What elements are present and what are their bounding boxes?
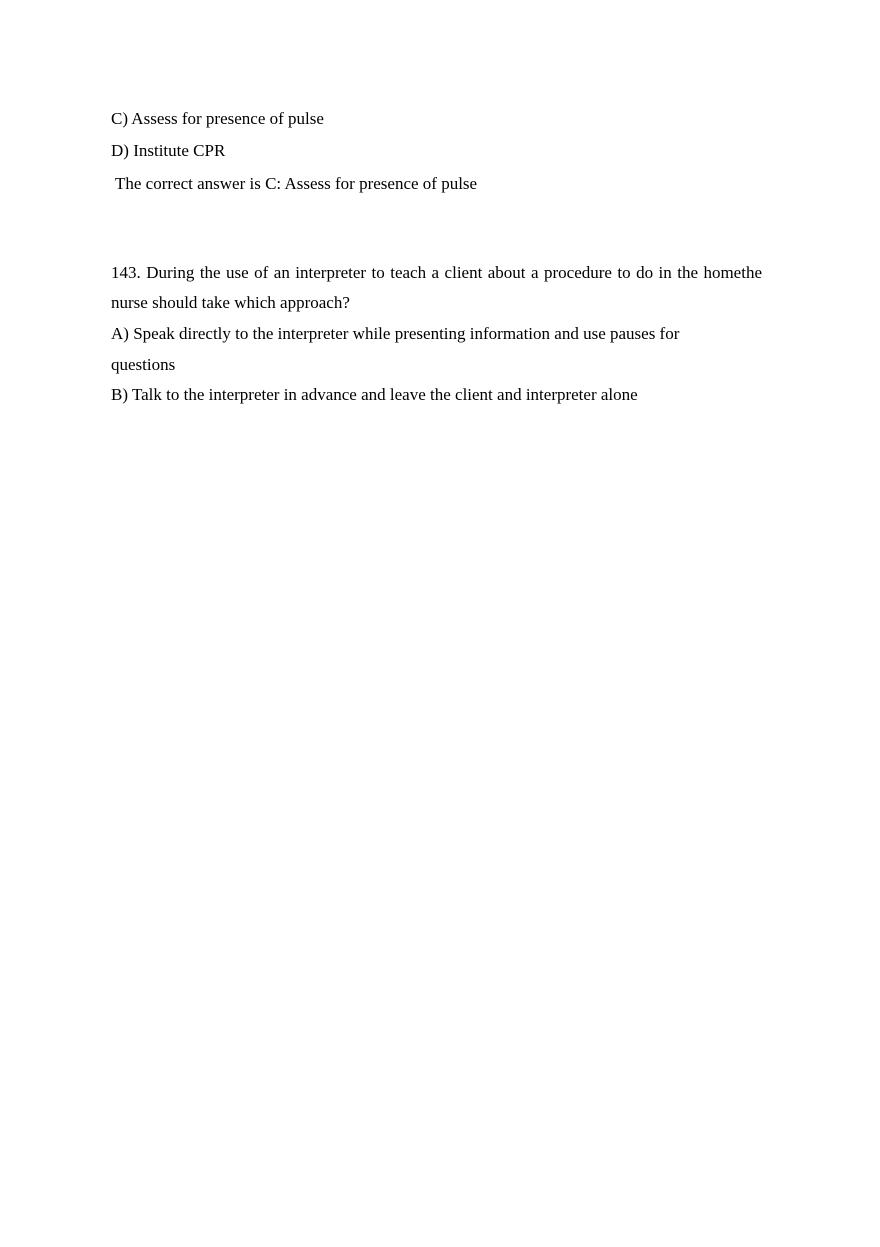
option-b-text: B) Talk to the interpreter in advance and leave the client and interpreter alone bbox=[111, 385, 638, 404]
correct-answer-text: The correct answer is C: Assess for presence of pulse bbox=[115, 174, 478, 193]
option-c-text: C) Assess for presence of pulse bbox=[111, 109, 324, 128]
option-a-line-1: A) Speak directly to the interpreter while presenting information and use pauses for bbox=[111, 324, 680, 343]
option-d-text: D) Institute CPR bbox=[111, 141, 226, 160]
option-a-line-2: questions bbox=[111, 355, 176, 374]
question-stem-line-1: 143. During the use of an interpreter to teach a client about a procedure to do in the homethe bbox=[111, 263, 762, 282]
question-stem-line-2: nurse should take which approach? bbox=[111, 293, 350, 312]
